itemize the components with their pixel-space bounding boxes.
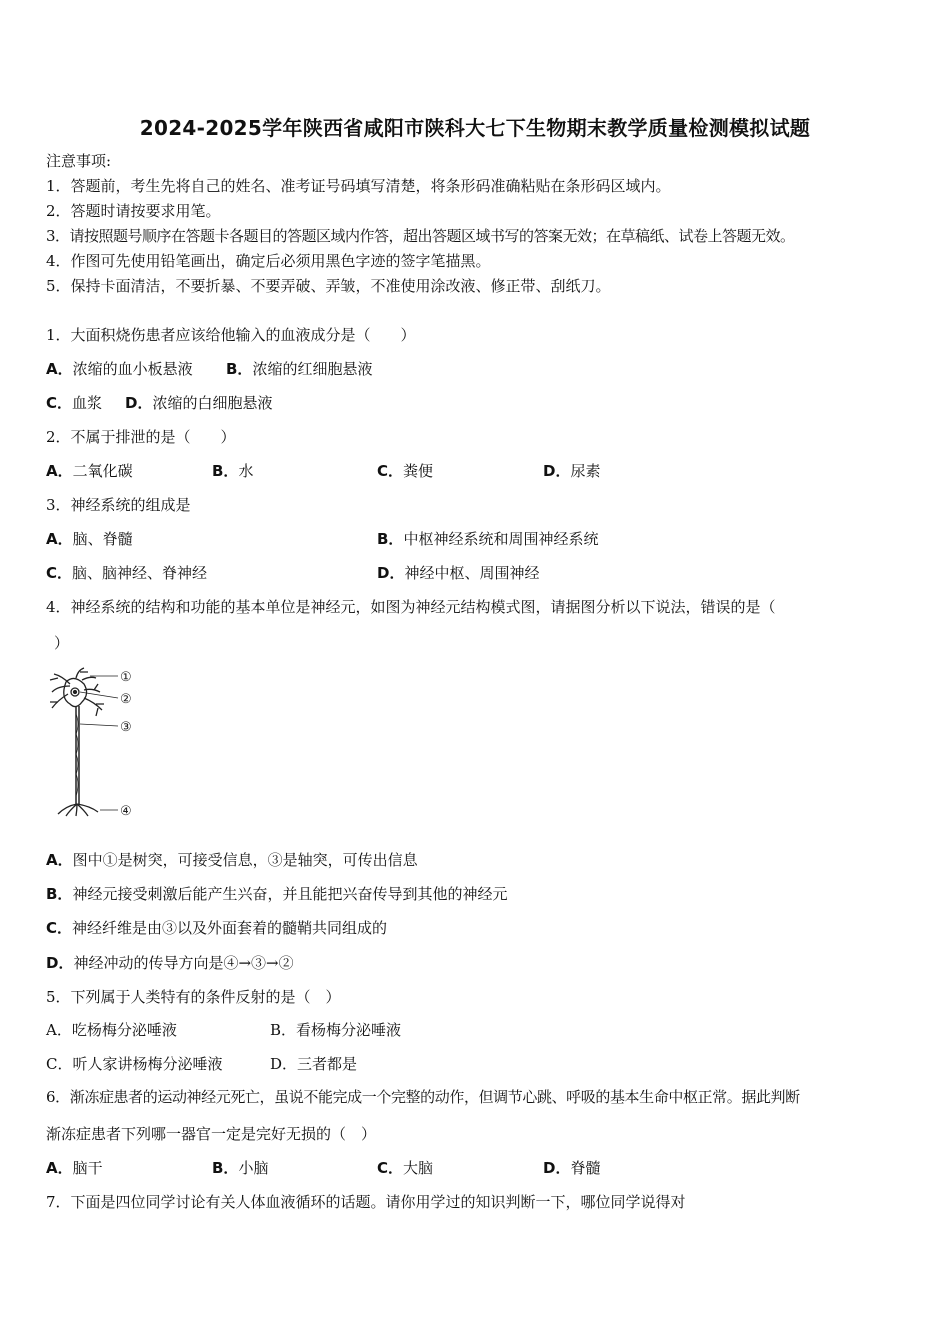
neuron-label-3: ③ [120,720,132,735]
q3-option-b: B．中枢神经系统和周围神经系统 [377,530,599,548]
notes-item-5: 5．保持卡面清洁，不要折暴、不要弄破、弄皱，不准使用涂改液、修正带、刮纸刀。 [46,277,611,295]
q4-stem: 4．神经系统的结构和功能的基本单位是神经元，如图为神经元结构模式图，请据图分析以下说法，错误的是（ [46,598,776,616]
q6-stem-2: 渐冻症患者下列哪一器官一定是完好无损的（ ） [46,1125,377,1143]
q6-option-c: C．大脑 [377,1159,434,1177]
q5-option-b: B．看杨梅分泌唾液 [270,1021,402,1039]
q1-stem: 1．大面积烧伤患者应该给他输入的血液成分是（ ） [46,326,416,344]
q6-option-d: D．脊髓 [543,1159,601,1177]
neuron-label-1: ① [120,670,132,685]
q6-option-a: A．脑干 [46,1159,103,1177]
q3-stem: 3．神经系统的组成是 [46,496,191,514]
notes-item-1: 1．答题前，考生先将自己的姓名、准考证号码填写清楚，将条形码准确粘贴在条形码区域内。 [46,177,671,195]
q1-option-a: A．浓缩的血小板悬液 [46,360,193,378]
q2-option-a: A．二氧化碳 [46,462,133,480]
notes-item-2: 2．答题时请按要求用笔。 [46,202,221,220]
q1-option-b: B．浓缩的红细胞悬液 [226,360,373,378]
q4-option-a: A．图中①是树突，可接受信息，③是轴突，可传出信息 [46,851,418,869]
q5-option-d: D．三者都是 [270,1055,358,1073]
q5-option-a: A．吃杨梅分泌唾液 [46,1021,177,1039]
q3-option-d: D．神经中枢、周围神经 [377,564,540,582]
neuron-label-4: ④ [120,804,132,819]
neuron-label-2: ② [120,692,132,707]
notes-item-3: 3．请按照题号顺序在答题卡各题目的答题区域内作答，超出答题区域书写的答案无效；在草稿纸、试卷上答题无效。 [46,227,795,245]
q6-stem: 6．渐冻症患者的运动神经元死亡，虽说不能完成一个完整的动作，但调节心跳、呼吸的基本生命中枢正常。据此判断 [46,1088,800,1106]
q4-option-d: D．神经冲动的传导方向是④→③→② [46,954,294,972]
notes-item-4: 4．作图可先使用铅笔画出，确定后必须用黑色字迹的签字笔描黑。 [46,252,491,270]
q4-stem-end: ） [54,634,70,652]
neuron-diagram [44,664,144,824]
q2-option-d: D．尿素 [543,462,601,480]
q2-option-c: C．粪便 [377,462,434,480]
q6-option-b: B．小脑 [212,1159,269,1177]
q7-stem: 7．下面是四位同学讨论有关人体血液循环的话题。请你用学过的知识判断一下，哪位同学说得对 [46,1193,686,1211]
q1-option-d: D．浓缩的白细胞悬液 [125,394,273,412]
page-title: 2024-2025学年陕西省咸阳市陕科大七下生物期末教学质量检测模拟试题 [139,116,811,140]
q2-stem: 2．不属于排泄的是（ ） [46,428,236,446]
q4-option-b: B．神经元接受刺激后能产生兴奋，并且能把兴奋传导到其他的神经元 [46,885,508,903]
q5-option-c: C．听人家讲杨梅分泌唾液 [46,1055,223,1073]
q4-option-c: C．神经纤维是由③以及外面套着的髓鞘共同组成的 [46,919,388,937]
notes-heading: 注意事项: [46,152,112,170]
q1-option-c: C．血浆 [46,394,103,412]
q3-option-a: A．脑、脊髓 [46,530,133,548]
q5-stem: 5．下列属于人类特有的条件反射的是（ ） [46,988,341,1006]
q2-option-b: B．水 [212,462,254,480]
q3-option-c: C．脑、脑神经、脊神经 [46,564,208,582]
